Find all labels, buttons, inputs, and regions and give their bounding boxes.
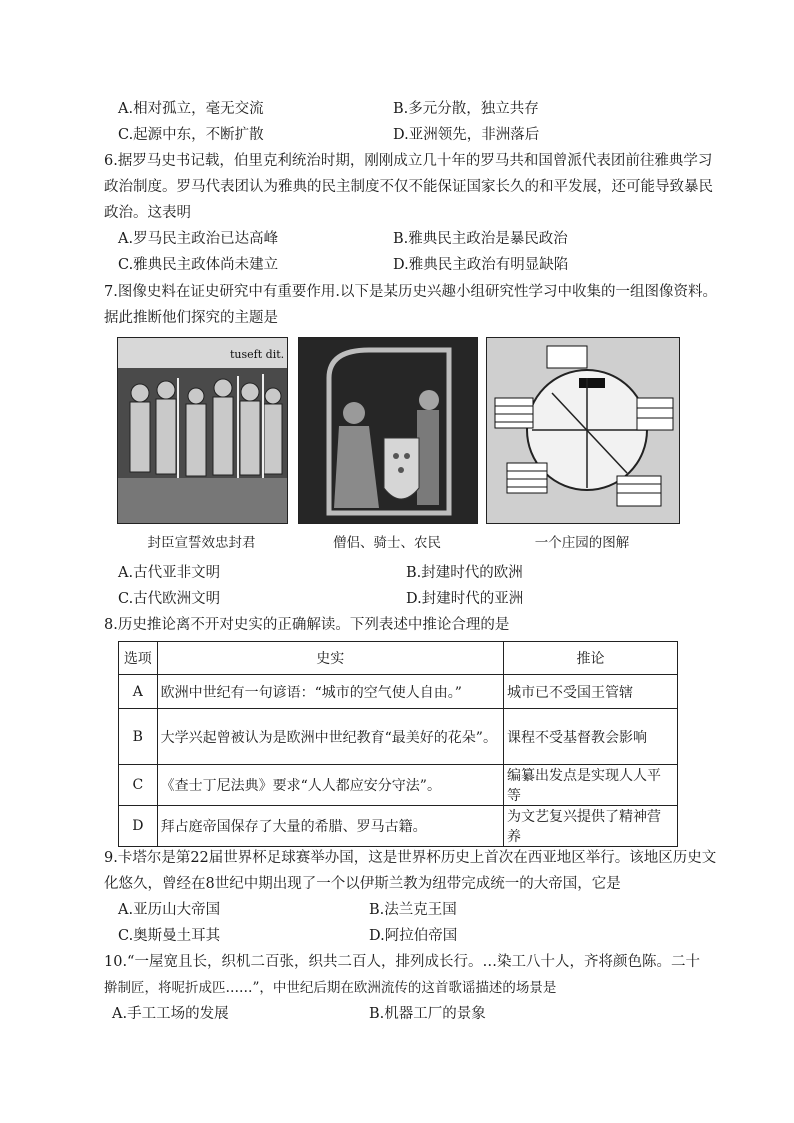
caption-manor-diagram: 一个庄园的图解 (534, 535, 630, 551)
row-inference: 课程不受基督教会影响 (503, 709, 677, 765)
q7-stem-line2: 据此推断他们探究的主题是 (104, 310, 278, 326)
row-option: C (119, 765, 158, 806)
q9-stem-line1: 9.卡塔尔是第22届世界杯足球赛举办国，这是世界杯历史上首次在西亚地区举行。该地区历史文 (104, 850, 717, 866)
vassal-oath-illustration (118, 338, 287, 523)
header-fact: 史实 (157, 642, 503, 675)
table-row (119, 806, 678, 847)
figure-vassal-oath (117, 337, 288, 524)
row-fact: 大学兴起曾被认为是欧洲中世纪教育“最美好的花朵”。 (157, 709, 503, 765)
q6-option-a: A.罗马民主政治已达高峰 (118, 231, 279, 247)
q8-table (118, 641, 678, 847)
q5-option-a: A.相对孤立，毫无交流 (118, 101, 264, 117)
q6-stem-line3: 政治。这表明 (104, 205, 191, 221)
q9-option-a: A.亚历山大帝国 (118, 902, 221, 918)
row-inference: 为文艺复兴提供了精神营养 (503, 806, 677, 847)
row-fact: 《查士丁尼法典》要求“人人都应安分守法”。 (157, 765, 503, 806)
q9-option-d: D.阿拉伯帝国 (369, 928, 458, 944)
three-estates-illustration (299, 338, 477, 523)
q7-stem-line1: 7.图像史料在证史研究中有重要作用.以下是某历史兴趣小组研究性学习中收集的一组图像资料。 (104, 284, 717, 300)
q10-stem-line2: 擀制匠，将呢折成匹……”，中世纪后期在欧洲流传的这首歌谣描述的场景是 (104, 980, 557, 996)
header-inference: 推论 (503, 642, 677, 675)
q6-stem-line1: 6.据罗马史书记载，伯里克利统治时期，刚刚成立几十年的罗马共和国曾派代表团前往雅典学习 (104, 153, 713, 169)
table-row (119, 675, 678, 709)
row-inference: 编纂出发点是实现人人平等 (503, 765, 677, 806)
q7-option-c: C.古代欧洲文明 (118, 591, 221, 607)
q7-option-b: B.封建时代的欧洲 (406, 565, 523, 581)
q5-option-b: B.多元分散，独立共存 (393, 101, 539, 117)
table-row (119, 765, 678, 806)
q6-option-c: C.雅典民主政体尚未建立 (118, 257, 279, 273)
q5-option-d: D.亚洲领先，非洲落后 (393, 127, 540, 143)
caption-three-estates: 僧侣、骑士、农民 (333, 535, 441, 551)
q9-option-c: C.奥斯曼土耳其 (118, 928, 221, 944)
figure-manor-diagram (486, 337, 680, 524)
caption-vassal-oath: 封臣宣誓效忠封君 (147, 535, 256, 551)
q9-option-b: B.法兰克王国 (369, 902, 457, 918)
row-option: B (119, 709, 158, 765)
q8-stem: 8.历史推论离不开对史实的正确解读。下列表述中推论合理的是 (104, 617, 510, 633)
q6-stem-line2: 政治制度。罗马代表团认为雅典的民主制度不仅不能保证国家长久的和平发展，还可能导致暴民 (104, 179, 713, 195)
row-fact: 拜占庭帝国保存了大量的希腊、罗马古籍。 (157, 806, 503, 847)
q10-option-a: A.手工工场的发展 (112, 1006, 229, 1022)
figure-three-estates (298, 337, 478, 524)
row-fact: 欧洲中世纪有一句谚语：“城市的空气使人自由。” (157, 675, 503, 709)
q5-option-c: C.起源中东，不断扩散 (118, 127, 264, 143)
q10-stem-line1: 10.“一屋宽且长，织机二百张，织共二百人，排列成长行。…染工八十人，齐将颜色陈。二十 (104, 954, 700, 970)
q7-option-d: D.封建时代的亚洲 (406, 591, 524, 607)
manor-map-illustration (487, 338, 679, 523)
row-inference: 城市已不受国王管辖 (503, 675, 677, 709)
table-header-row (119, 642, 678, 675)
q6-option-d: D.雅典民主政治有明显缺陷 (393, 257, 569, 273)
q10-option-b: B.机器工厂的景象 (369, 1006, 486, 1022)
q7-option-a: A.古代亚非文明 (118, 565, 221, 581)
table-row (119, 709, 678, 765)
figure1-caption-text: tuseft dit. (230, 348, 285, 361)
q6-option-b: B.雅典民主政治是暴民政治 (393, 231, 568, 247)
header-option: 选项 (119, 642, 158, 675)
row-option: A (119, 675, 158, 709)
row-option: D (119, 806, 158, 847)
q9-stem-line2: 化悠久，曾经在8世纪中期出现了一个以伊斯兰教为纽带完成统一的大帝国，它是 (104, 876, 621, 892)
